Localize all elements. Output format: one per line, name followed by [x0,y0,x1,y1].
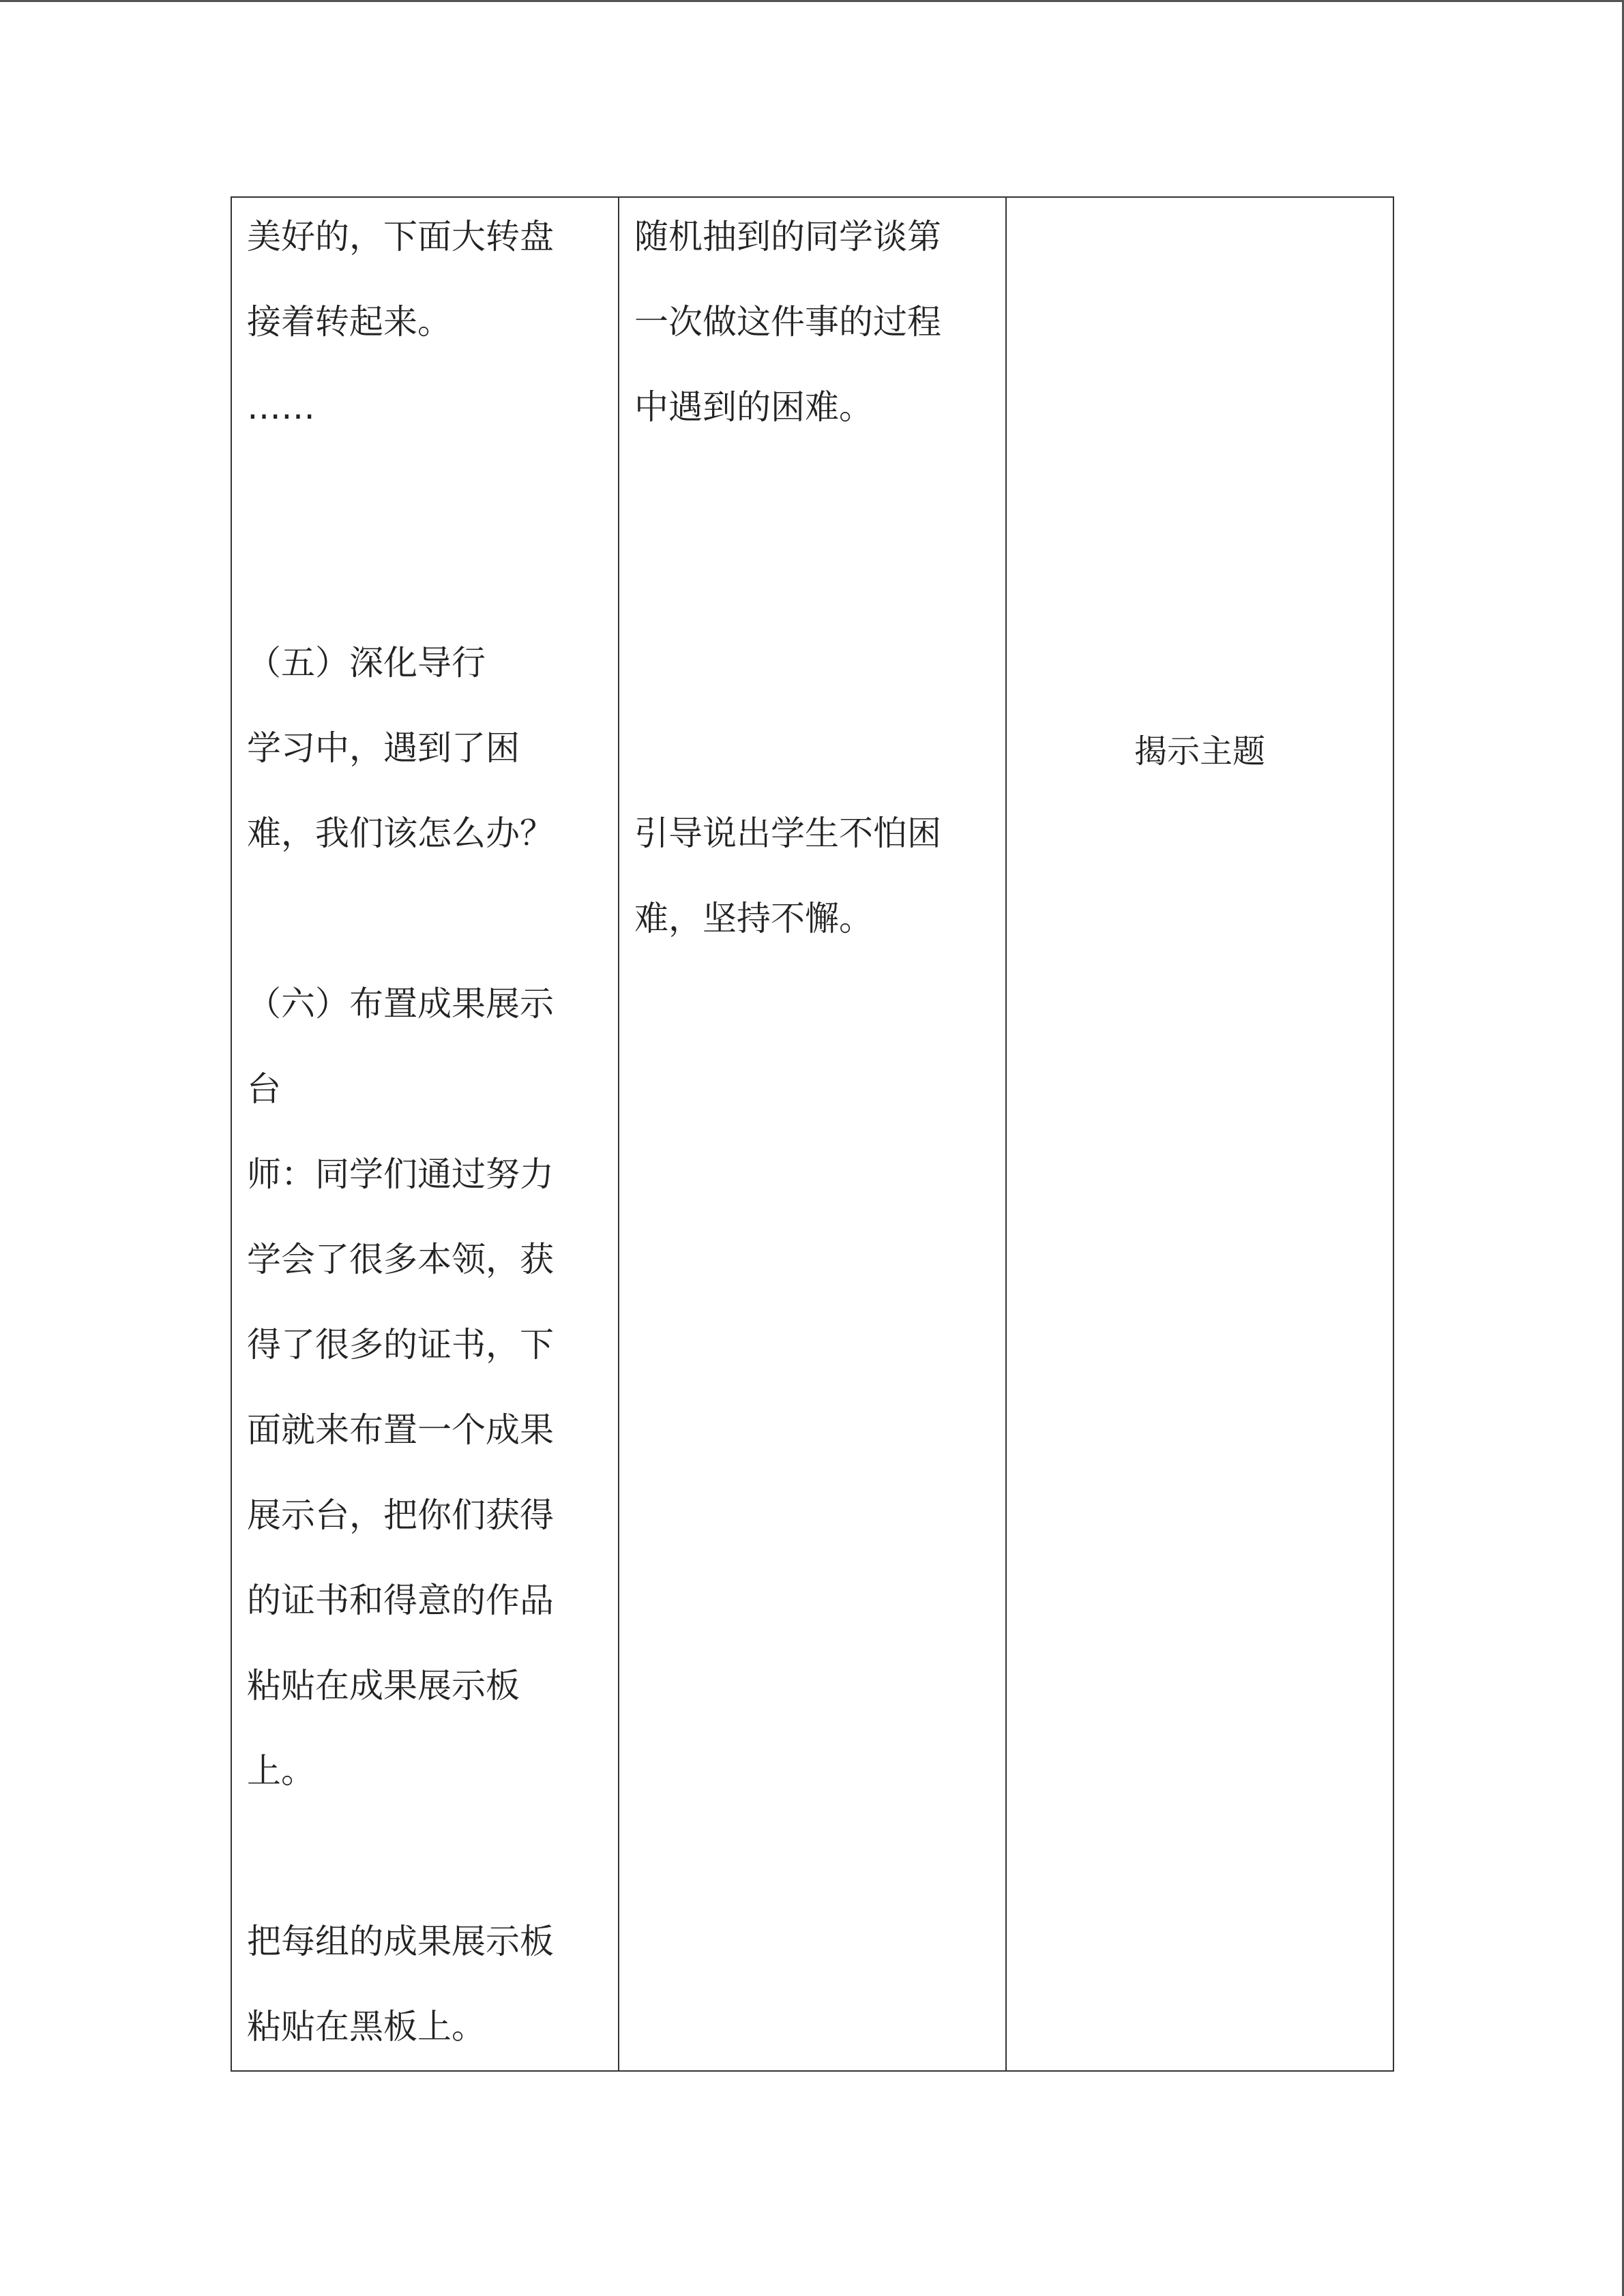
spacer [247,876,603,961]
text-line: 上。 [247,1751,315,1791]
text-line: 中遇到的困难。 [634,387,873,427]
table-row [231,197,1393,2071]
theme-label: 揭示主题 [1134,734,1265,770]
text-line: 展示台，把你们获得 [247,1495,554,1535]
section-5 [247,621,603,876]
text-line: 学习中，遇到了困 [247,728,520,768]
text-line: 粘贴在成果展示板 [247,1666,520,1705]
text-line: 得了很多的证书，下 [247,1325,554,1365]
col2-block-a [634,194,990,450]
text-line: 美好的，下面大转盘 [247,217,554,256]
lesson-plan-table [231,196,1394,2072]
spacer [634,621,990,706]
col1-block-a [247,194,603,450]
text-line: 一次做这件事的过程 [634,302,941,342]
text-line: 难，坚持不懈。 [634,899,873,938]
text-line: …… [247,387,315,427]
page-edge-top [0,0,1624,2]
text-line: 的证书和得意的作品 [247,1581,554,1620]
text-line: 随机抽到的同学谈第 [634,217,941,256]
text-line: 面就来布置一个成果 [247,1410,554,1450]
text-line: 接着转起来。 [247,302,452,342]
spacer [247,535,603,621]
text-line: 学会了很多本领，获 [247,1240,554,1279]
text-line: 引导说出学生不怕困 [634,814,941,853]
section-heading: （五）深化导行 [247,643,486,683]
spacer [634,706,990,791]
spacer [634,535,990,621]
text-line: 师：同学们通过努力 [247,1154,554,1194]
teacher-activity-cell [231,197,619,2071]
section-heading: （六）布置成果展示 [247,984,554,1024]
spacer [247,450,603,535]
col2-block-b [634,791,990,961]
text-line: 难，我们该怎么办？ [247,814,554,853]
section-heading: 台 [247,1069,281,1109]
text-line: 粘贴在黑板上。 [247,2007,486,2046]
spacer [247,1814,603,1899]
spacer [634,450,990,535]
section-6 [247,961,603,2070]
student-activity-cell [619,197,1006,2071]
text-line: 把每组的成果展示板 [247,1922,554,1961]
design-intent-cell [1006,197,1393,2071]
